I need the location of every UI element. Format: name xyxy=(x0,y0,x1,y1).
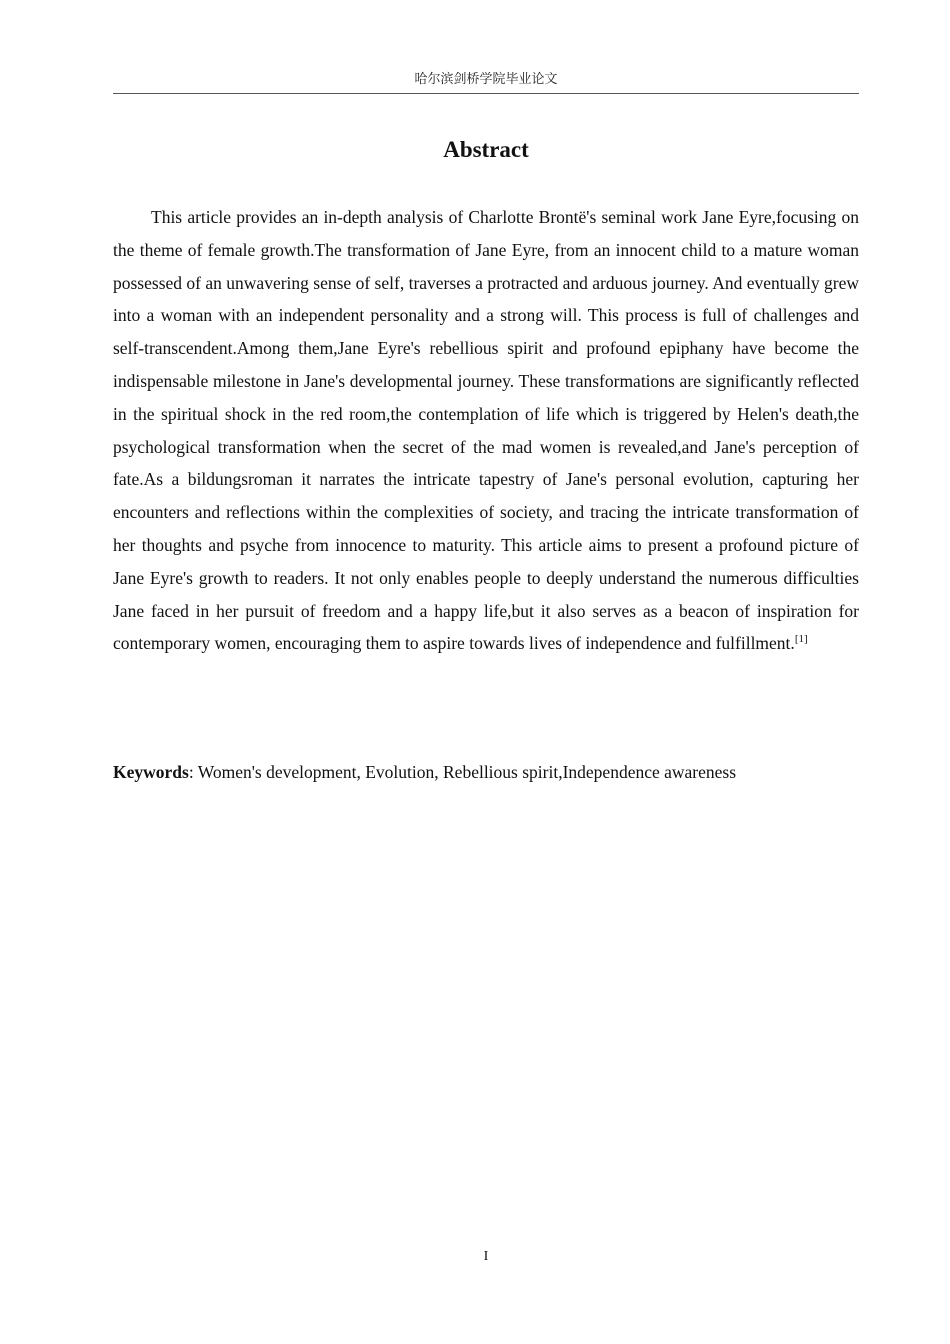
keywords-text: Women's development, Evolution, Rebellious spirit,Independence awareness xyxy=(197,762,737,782)
header-text: 哈尔滨剑桥学院毕业论文 xyxy=(414,72,558,87)
page-header xyxy=(113,70,859,94)
abstract-text: This article provides an in-depth analysis of Charlotte Brontë's seminal work Jane Eyre,focusing on the theme of female growth.The transformation of Jane Eyre, from an innocent child to a mature woman possessed of an unwavering sense of self, traverses a protracted and arduous journey. And eventually grew into a woman with an independent personality and a strong will. This process is full of challenges and self-transcendent.Among them,Jane Eyre's rebellious spirit and profound epiphany have become the indispensable milestone in Jane's developmental journey. These transformations are significantly reflected in the spiritual shock in the red room,the contemplation of life which is triggered by Helen's death,the psychological transformation when the secret of the mad women is revealed,and Jane's perception of fate.As a bildungsroman it narrates the intricate tapestry of Jane's personal evolution, capturing her encounters and reflections within the complexities of society, and tracing the intricate transformation of her thoughts and psyche from innocence to maturity. This article aims to present a profound picture of Jane Eyre's growth to readers. It not only enables people to deeply understand the numerous difficulties Jane faced in her pursuit of freedom and a happy life,but it also serves as a beacon of inspiration for contemporary women, encouraging them to aspire towards lives of independence and fulfillment. xyxy=(113,207,859,654)
keywords-label: Keywords xyxy=(113,762,189,782)
keywords-line xyxy=(113,756,859,788)
page-number: I xyxy=(483,1249,489,1264)
citation-marker: [1] xyxy=(794,633,808,646)
abstract-title: Abstract xyxy=(443,137,529,162)
keywords-separator: : xyxy=(188,762,198,782)
abstract-body xyxy=(113,201,859,660)
